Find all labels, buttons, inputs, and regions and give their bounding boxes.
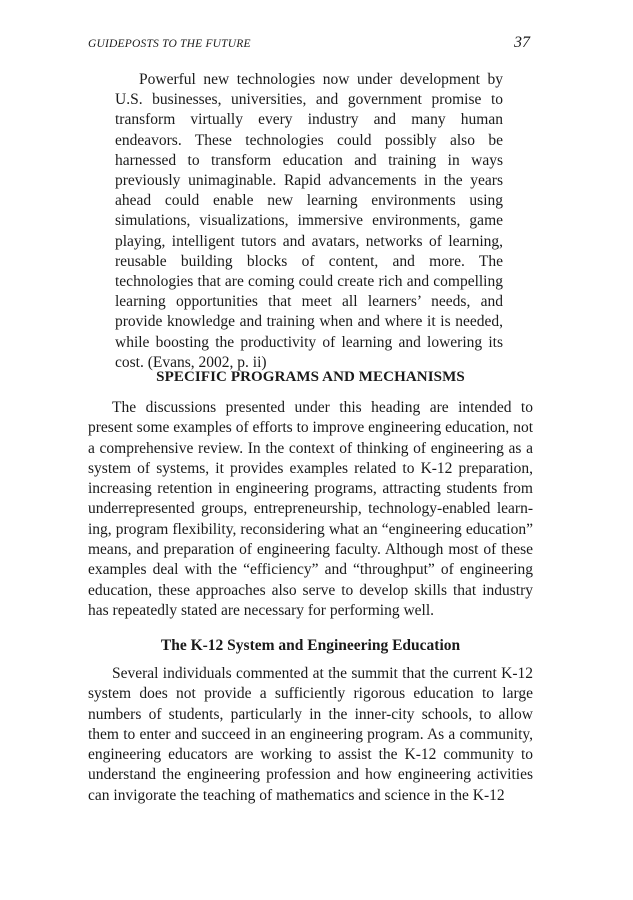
subsection-heading: The K-12 System and Engineering Education (160, 637, 461, 654)
section-paragraph: The discussions presented under this heading are intended to present some examples of efforts to improve engineering education, not a comprehensive review. In the context of thinking of engineering as a system of systems, it provides examples related to K-12 preparation, increasing retention in engineering programs, attracting students from underrepresented groups, entrepreneurship, technology-enabled learning, program flexibility, reconsidering what an “engineering education” means, and preparation of engineering faculty. Although most of these examples deal with the “efficiency” and “throughput” of engineering education, these approaches also serve to develop skills that industry has repeatedly stated are necessary for performing well. (88, 399, 533, 619)
block-quote: Powerful new technologies now under development by U.S. businesses, universities, and government promise to transform virtually every industry and many human endeavors. These technologies could possibly also be harnessed to transform education and training in ways previously unimaginable. Rapid advancements in the years ahead could enable new learning environments using simulations, visualizations, immersive environments, game playing, intelligent tutors and avatars, networks of learning, reusable building blocks of content, and more. The technologies that are coming could create rich and compelling learning opportunities that meet all learners’ needs, and provide knowledge and training when and where it is needed, while boosting the productivity of learning and lowering its cost. (Evans, 2002, p. ii) (115, 71, 503, 371)
page-number: 37 (514, 34, 530, 51)
section-heading: SPECIFIC PROGRAMS AND MECHANISMS (156, 369, 465, 385)
running-head: GUIDEPOSTS TO THE FUTURE (88, 38, 251, 50)
subsection-paragraph: Several individuals commented at the summit that the current K-12 system does not provide a sufficiently rigorous education to large numbers of students, particularly in the inner-city schools, to allow them to enter and succeed in an engineering program. As a community, engineering educators are working to assist the K-12 community to understand the engineering profession and how engineering activities can invigorate the teaching of mathematics and science in the K-12 (88, 665, 533, 804)
